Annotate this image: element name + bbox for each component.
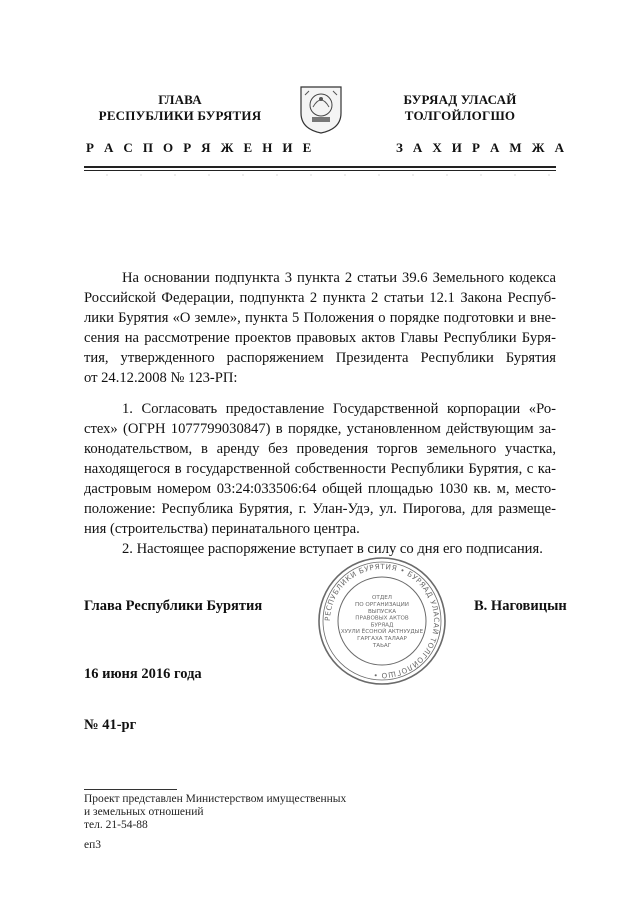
item-1-line: положение: Республика Бурятия, г. Улан-Удэ, ул. Пирогова, для размеще- xyxy=(84,501,556,517)
header-dotted-line xyxy=(84,173,556,177)
footnote-line: и земельных отношений xyxy=(84,806,204,818)
preamble-line: от 24.12.2008 № 123-РП: xyxy=(84,370,238,386)
preamble-line: лики Бурятия «О земле», пункта 5 Положения о порядке подготовки и вне- xyxy=(84,310,556,326)
header-right-line1: БУРЯАД УЛАСАЙ xyxy=(403,92,517,107)
header-right-doc-type: З А Х И Р А М Ж А xyxy=(396,140,568,155)
official-seal-stamp xyxy=(316,555,448,687)
header-left-doc-type: Р А С П О Р Я Ж Е Н И Е xyxy=(86,140,315,155)
seal-center-line: ГАРГАХА ТАЛААР xyxy=(357,636,407,642)
header-left-line1: ГЛАВА xyxy=(158,92,202,107)
signatory-position: Глава Республики Бурятия xyxy=(84,598,263,614)
seal-center-line: БУРЯАД xyxy=(370,622,394,629)
header-right-line2: ТОЛГОЙЛОГШО xyxy=(404,108,516,123)
header-divider-thin xyxy=(84,170,556,171)
seal-center-line: ОТДЕЛ xyxy=(372,595,392,602)
preamble-line: На основании подпункта 3 пункта 2 статьи 39.6 Земельного кодекса xyxy=(122,270,556,286)
executor-code: еп3 xyxy=(84,839,102,851)
document-date: 16 июня 2016 года xyxy=(84,666,202,682)
item-1-line: дастровым номером 03:24:033506:64 общей площадью 1030 кв. м, место- xyxy=(84,481,556,497)
document-number: № 41-рг xyxy=(84,717,137,733)
item-1-paragraph xyxy=(84,399,556,539)
header-left-line2: РЕСПУБЛИКИ БУРЯТИЯ xyxy=(98,108,262,123)
preamble-line: тия, утвержденного распоряжением Президента Республики Бурятия xyxy=(84,350,556,366)
seal-center-line: ПРАВОВЫХ АКТОВ xyxy=(355,615,409,622)
coat-of-arms-emblem xyxy=(297,83,345,135)
preamble-line: Российской Федерации, подпункта 2 пункта 2 статьи 12.1 Закона Респуб- xyxy=(84,290,556,306)
seal-center-line: ПО ОРГАНИЗАЦИИ xyxy=(355,602,409,608)
seal-center-line: ТАЬАГ xyxy=(372,642,392,649)
item-1-line: ния (строительства) перинатального центра. xyxy=(84,521,360,537)
header-right-title xyxy=(360,92,560,124)
footnote-divider xyxy=(84,789,177,790)
seal-ring-text: РЕСПУБЛИКИ БУРЯТИЯ • БУРЯАД УЛАСАЙ ТОЛГОЙЛОГШО • xyxy=(322,561,442,681)
item-1-line: находящегося в государственной собственности Республики Бурятия, с ка- xyxy=(84,461,556,477)
item-2-line: 2. Настоящее распоряжение вступает в силу со дня его подписания. xyxy=(122,541,543,557)
preamble-line: сения на рассмотрение проектов правовых актов Главы Республики Буря- xyxy=(84,330,556,346)
seal-center-line: ХУУЛИ ЁСОНОЙ АКТНУУДЫЕ xyxy=(340,629,424,636)
signatory-name: В. Наговицын xyxy=(474,598,567,614)
item-1-line: стех» (ОГРН 1077799030847) в порядке, установленном действующим за- xyxy=(84,421,556,437)
item-1-line: 1. Согласовать предоставление Государственной корпорации «Ро- xyxy=(122,401,556,417)
item-1-line: конодательством, в аренду без проведения торгов земельного участка, xyxy=(84,441,556,457)
preamble-paragraph xyxy=(84,268,556,388)
header-divider-thick xyxy=(84,166,556,168)
footnote xyxy=(84,793,346,832)
header-left-title xyxy=(80,92,280,124)
footnote-line: Проект представлен Министерством имущественных xyxy=(84,793,347,805)
seal-center-line: ВЫПУСКА xyxy=(367,608,397,615)
footnote-line: тел. 21-54-88 xyxy=(84,819,148,831)
